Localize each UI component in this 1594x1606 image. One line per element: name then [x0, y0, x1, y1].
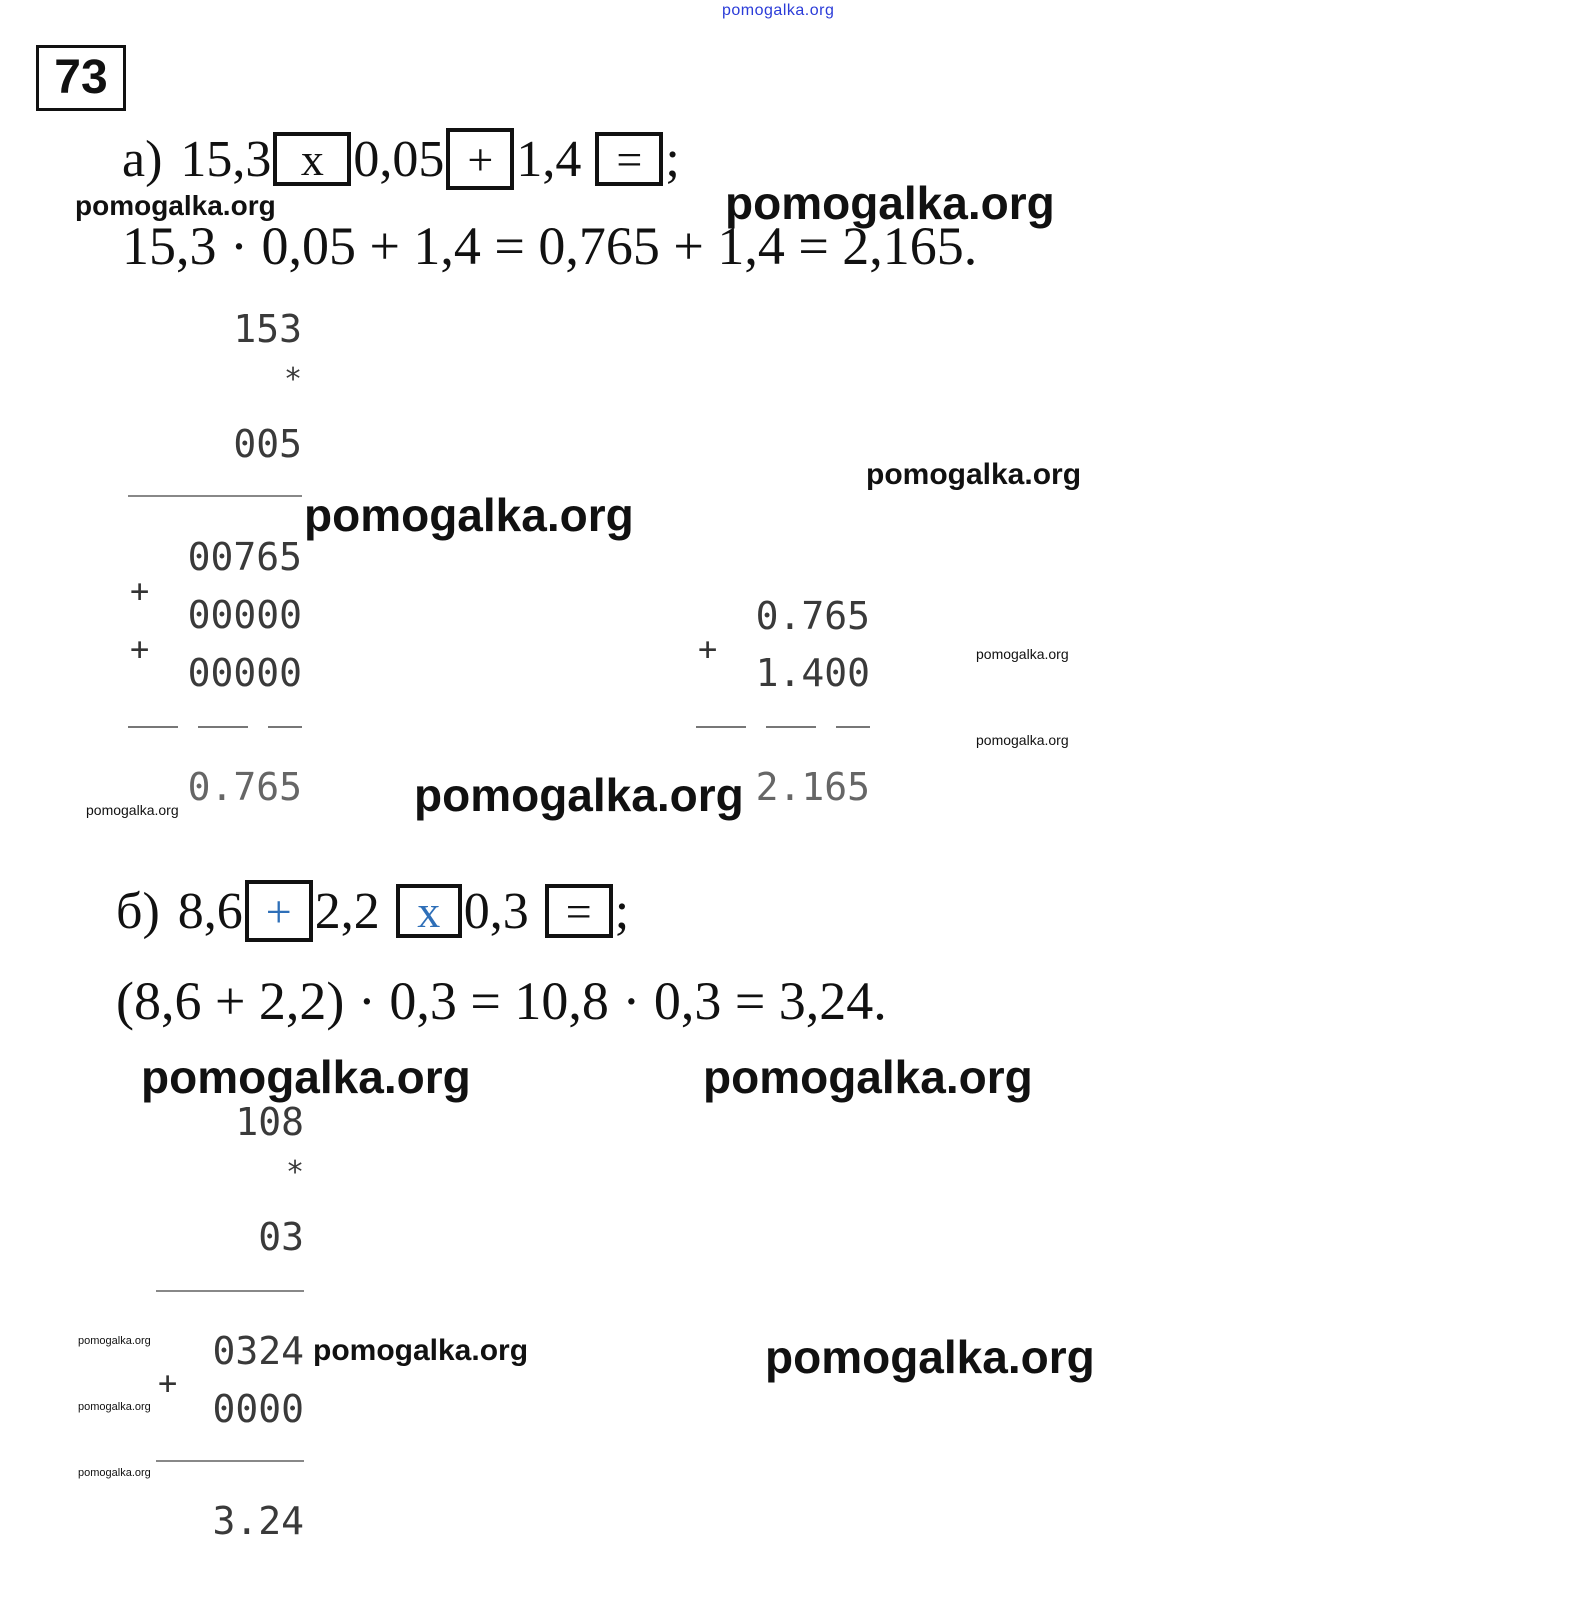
watermark: pomogalka.org	[86, 802, 179, 818]
mult-a-rule	[128, 495, 302, 497]
watermark: pomogalka.org	[703, 1051, 1033, 1103]
mult-b-row-2: 0000	[212, 1387, 304, 1431]
mult-a-row-3: 00000	[187, 651, 302, 695]
mult-b-rule	[156, 1290, 304, 1292]
part-b-op1-box: +	[245, 880, 313, 942]
mult-a-plus-1: +	[130, 572, 150, 610]
task-line-a	[122, 128, 680, 190]
watermark: pomogalka.org	[976, 646, 1069, 662]
mult-a-top: 153	[233, 307, 302, 351]
watermark-top: pomogalka.org	[722, 2, 835, 19]
part-a-label: а)	[122, 130, 163, 188]
watermark: pomogalka.org	[78, 1335, 151, 1347]
part-a-op2-box: +	[446, 128, 514, 190]
part-b-label: б)	[116, 882, 160, 940]
part-b-solution: (8,6 + 2,2) · 0,3 = 10,8 · 0,3 = 3,24.	[116, 971, 887, 1031]
part-b-op2-box: x	[396, 884, 462, 938]
watermark: pomogalka.org	[141, 1051, 471, 1103]
add-a-rule	[696, 726, 870, 728]
mult-b-rule-2	[156, 1460, 304, 1462]
mult-b-sign: *	[285, 1155, 304, 1190]
add-a-plus: +	[698, 630, 718, 668]
mult-b-bottom: 03	[258, 1215, 304, 1259]
watermark: pomogalka.org	[78, 1467, 151, 1479]
mult-b-plus: +	[158, 1364, 178, 1402]
mult-a-plus-2: +	[130, 630, 150, 668]
mult-a-rule-2	[128, 726, 302, 728]
mult-b-row-1: 0324	[212, 1329, 304, 1373]
part-a-n1: 15,3	[180, 130, 272, 188]
watermark: pomogalka.org	[75, 190, 276, 221]
part-b-n3: 0,3	[463, 882, 529, 940]
mult-a-row-1: 00765	[187, 535, 302, 579]
add-a-bottom: 1.400	[755, 651, 870, 695]
watermark: pomogalka.org	[866, 458, 1082, 491]
part-a-n2: 0,05	[353, 130, 445, 188]
mult-a-row-2: 00000	[187, 593, 302, 637]
mult-a-sign: *	[283, 362, 302, 397]
watermark: pomogalka.org	[78, 1401, 151, 1413]
problem-number: 73	[36, 45, 126, 111]
part-a-end: ;	[665, 130, 680, 188]
part-a-solution: 15,3 · 0,05 + 1,4 = 0,765 + 1,4 = 2,165.	[122, 216, 978, 276]
watermark: pomogalka.org	[765, 1331, 1095, 1383]
mult-b-result: 3.24	[212, 1499, 304, 1543]
part-b-end: ;	[614, 882, 630, 940]
part-a-eq-box: =	[595, 132, 663, 186]
task-line-b	[116, 880, 629, 942]
watermark: pomogalka.org	[976, 732, 1069, 748]
part-b-n1: 8,6	[177, 882, 243, 940]
mult-b-top: 108	[235, 1100, 304, 1144]
watermark: pomogalka.org	[725, 177, 1055, 229]
mult-a-result: 0.765	[187, 765, 302, 809]
mult-a-bottom: 005	[233, 422, 302, 466]
part-a-op1-box: x	[273, 132, 351, 186]
watermark: pomogalka.org	[304, 489, 634, 541]
add-a-result: 2.165	[755, 765, 870, 809]
part-a-n3: 1,4	[516, 130, 582, 188]
watermark: pomogalka.org	[414, 769, 744, 821]
part-b-n2: 2,2	[314, 882, 380, 940]
part-b-eq-box: =	[545, 884, 613, 938]
add-a-top: 0.765	[755, 594, 870, 638]
watermark: pomogalka.org	[313, 1334, 529, 1367]
